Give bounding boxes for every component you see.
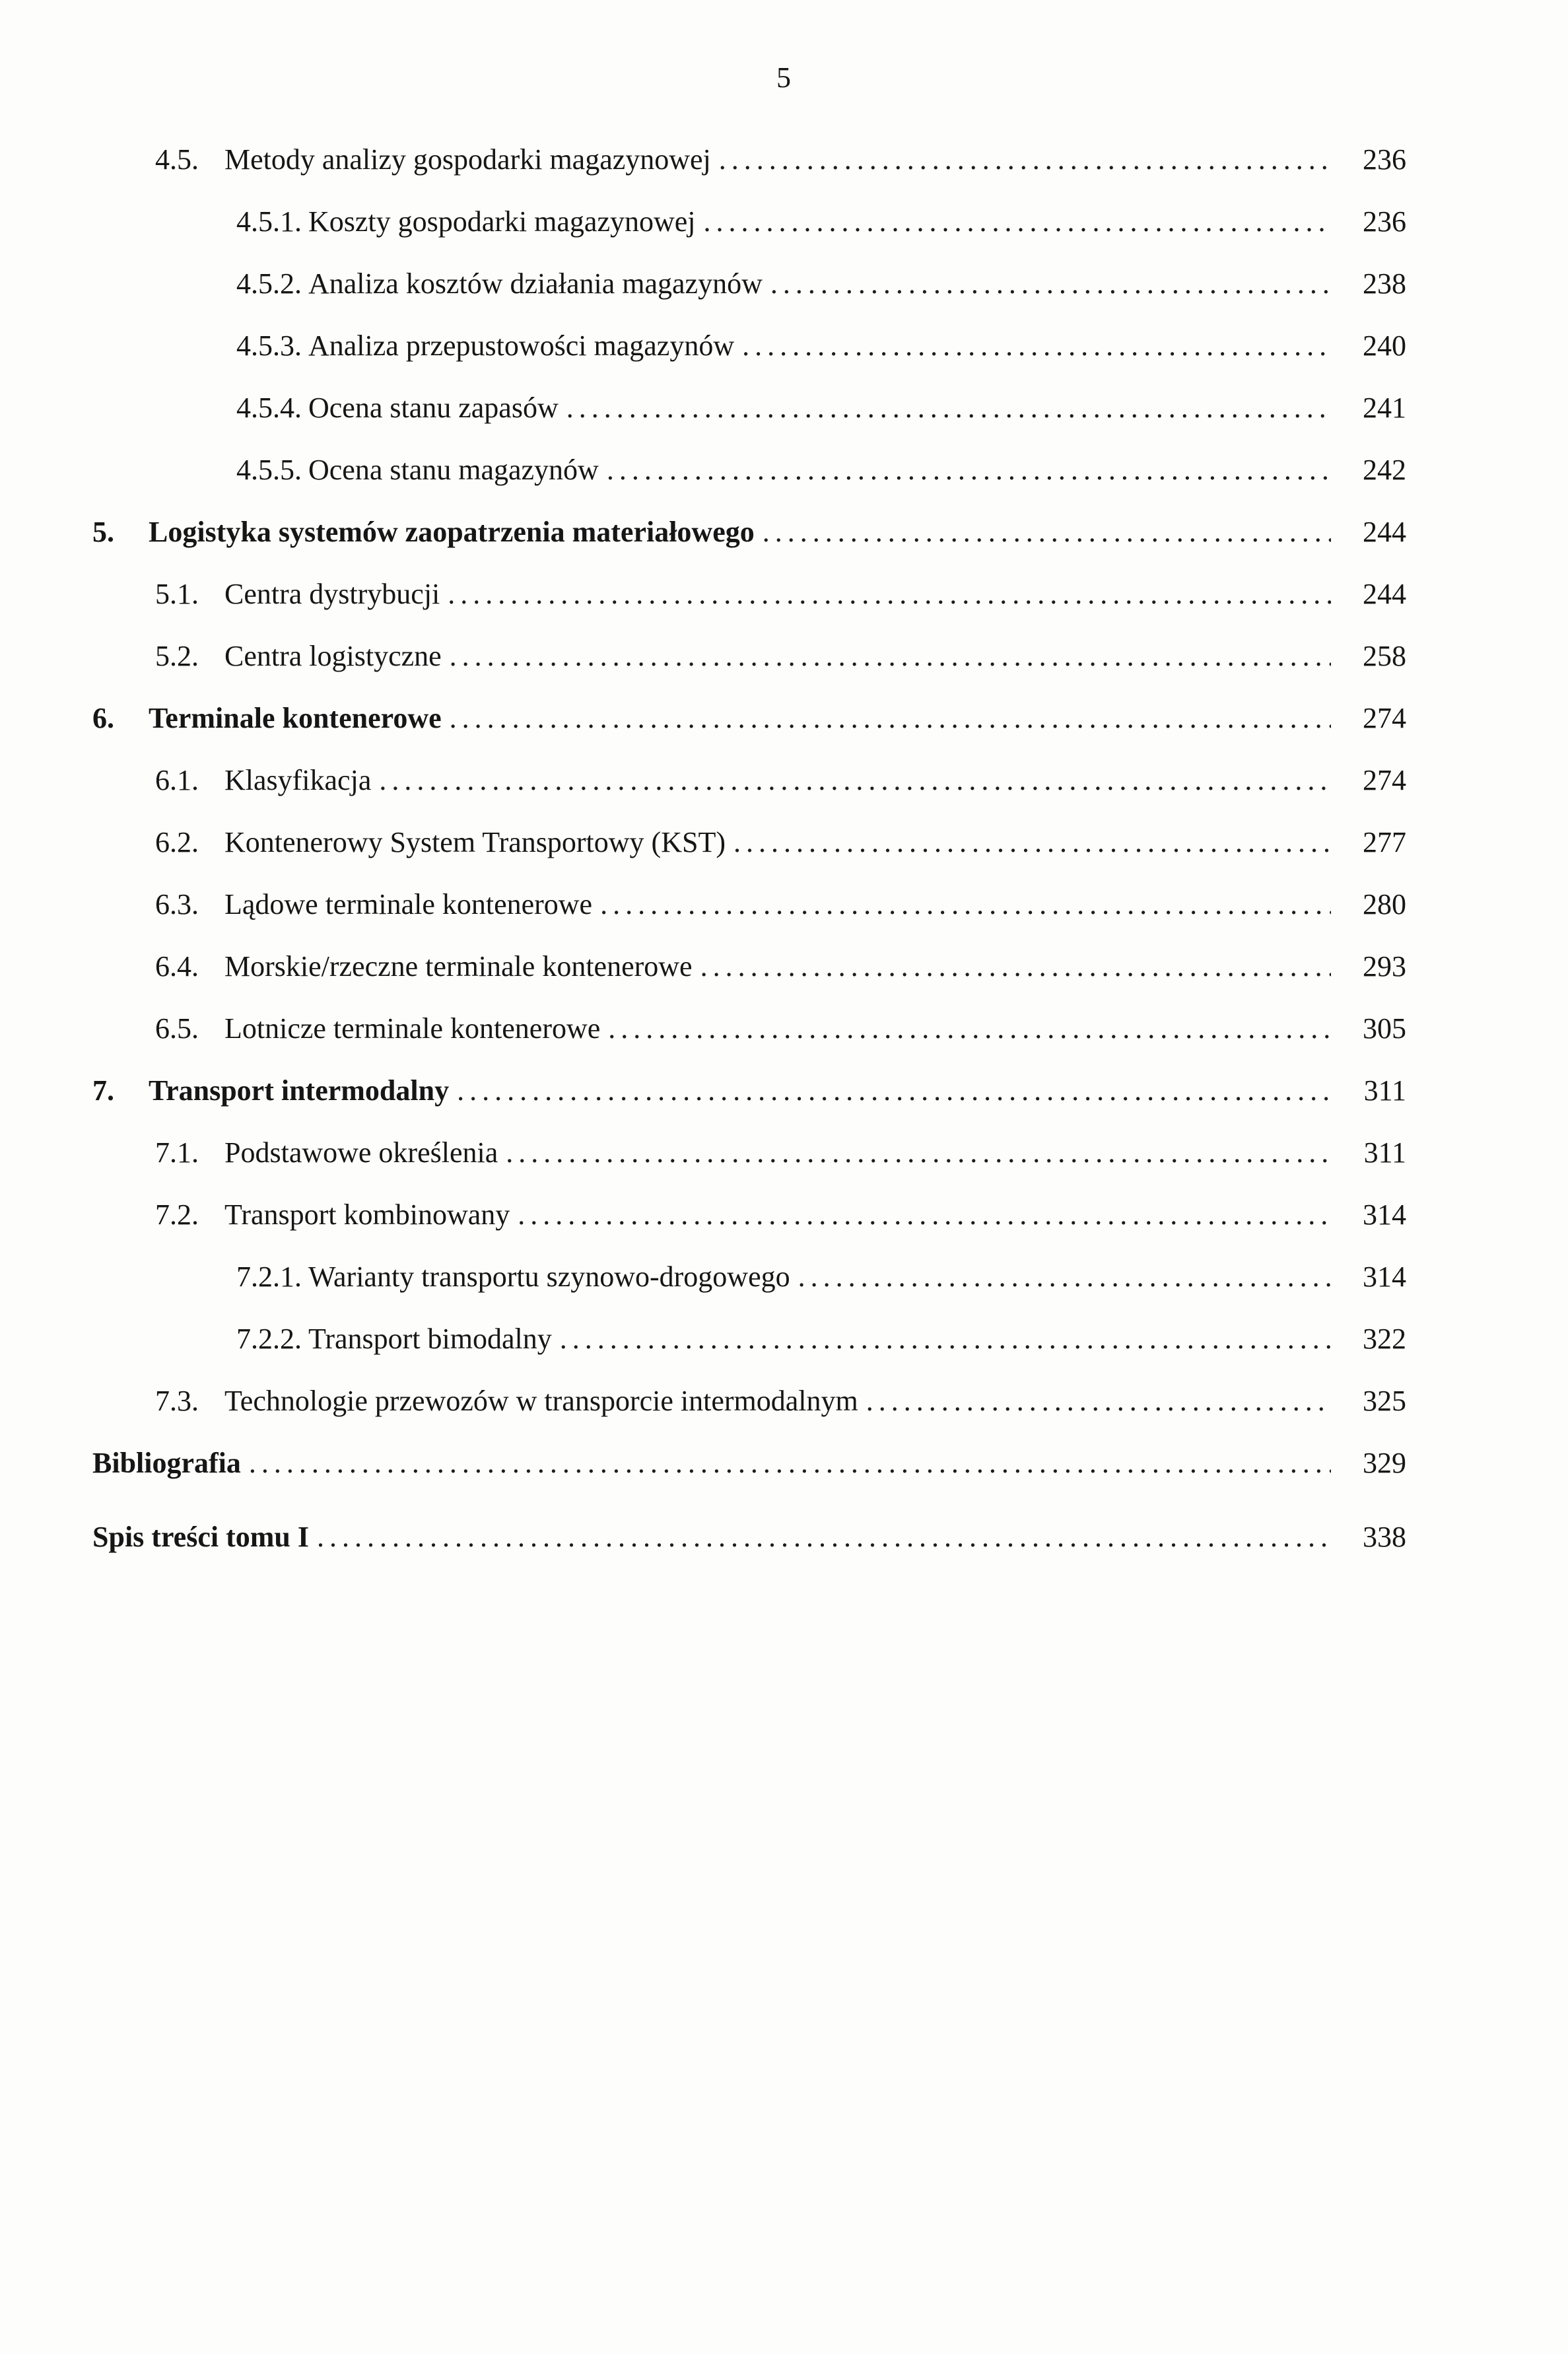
dot-leader [719, 129, 1331, 191]
dot-leader [742, 315, 1331, 377]
toc-entry [0, 439, 1568, 501]
toc-entry-page: 236 [1363, 205, 1406, 238]
dot-leader [770, 253, 1331, 315]
toc-entry-title: Ocena stanu magazynów [308, 454, 599, 486]
toc-entry [0, 874, 1568, 936]
toc-entry-number: 4.5.4. [236, 392, 302, 424]
toc-entry-page: 325 [1363, 1385, 1406, 1417]
toc-entry-page: 338 [1363, 1521, 1406, 1553]
dot-leader [700, 936, 1331, 998]
toc-entry-title: Morskie/rzeczne terminale kontenerowe [224, 950, 693, 983]
toc-entry-number: 6.3. [155, 888, 199, 920]
toc-entry [0, 501, 1568, 563]
toc-entry-title: Ocena stanu zapasów [308, 392, 559, 424]
toc-entry-title: Podstawowe określenia [224, 1136, 498, 1169]
toc-entry [0, 191, 1568, 253]
toc-entry-number: 7.3. [155, 1385, 199, 1417]
toc-entry-number: 7.2. [155, 1198, 199, 1231]
dot-leader [566, 377, 1331, 439]
toc-entry-number: 7.2.1. [236, 1261, 302, 1293]
toc-entry-number: 6.4. [155, 950, 199, 983]
toc-entry-title: Logistyka systemów zaopatrzenia materiałowego [149, 516, 755, 548]
toc-entry-page: 322 [1363, 1323, 1406, 1355]
dot-leader [607, 439, 1331, 501]
toc-entry [0, 1370, 1568, 1432]
toc-entry-title: Metody analizy gospodarki magazynowej [224, 143, 711, 176]
toc-entry-number: 4.5. [155, 143, 199, 176]
toc-entry-number: 4.5.2. [236, 267, 302, 300]
toc-entry-title: Centra dystrybucji [224, 578, 440, 610]
toc-entry-page: 311 [1363, 1074, 1406, 1107]
toc-entry-number: 5. [92, 516, 114, 548]
toc-entry-page: 244 [1363, 516, 1406, 548]
toc-entry-number: 4.5.5. [236, 454, 302, 486]
toc-entry [0, 1184, 1568, 1246]
dot-leader [608, 998, 1331, 1060]
toc-entry-page: 277 [1363, 826, 1406, 858]
toc-entry-number: 6. [92, 702, 114, 734]
toc-entry-title: Kontenerowy System Transportowy (KST) [224, 826, 726, 858]
dot-leader [704, 191, 1331, 253]
dot-leader [379, 749, 1331, 812]
toc-entry-number: 6.5. [155, 1012, 199, 1045]
toc-entry-title: Spis treści tomu I [92, 1521, 309, 1553]
dot-leader [457, 1060, 1331, 1122]
toc-entry-title: Terminale kontenerowe [149, 702, 442, 734]
toc-entry-number: 6.1. [155, 764, 199, 796]
toc-entry-title: Transport bimodalny [308, 1323, 552, 1355]
toc-entry [0, 1246, 1568, 1308]
toc-entry [0, 1122, 1568, 1184]
toc-entry-page: 311 [1363, 1136, 1406, 1169]
toc-entry-page: 293 [1363, 950, 1406, 983]
toc-entry-page: 274 [1363, 702, 1406, 734]
toc-entry-title: Lotnicze terminale kontenerowe [224, 1012, 601, 1045]
toc-entry-page: 241 [1363, 392, 1406, 424]
toc-entry-number: 5.2. [155, 640, 199, 672]
toc-entry [0, 1060, 1568, 1122]
toc-entry-title: Centra logistyczne [224, 640, 442, 672]
dot-leader [249, 1432, 1331, 1494]
toc-entry-title: Lądowe terminale kontenerowe [224, 888, 593, 920]
toc-entry [0, 625, 1568, 687]
toc-entry-number: 7. [92, 1074, 114, 1107]
toc-entry [0, 377, 1568, 439]
dot-leader [733, 812, 1331, 874]
toc-entry-title: Analiza kosztów działania magazynów [308, 267, 763, 300]
toc-entry-title: Transport kombinowany [224, 1198, 510, 1231]
toc-entry [0, 687, 1568, 749]
toc-entry-page: 329 [1363, 1447, 1406, 1479]
toc-entry [0, 998, 1568, 1060]
toc-entry-number: 7.1. [155, 1136, 199, 1169]
toc-entry-page: 240 [1363, 329, 1406, 362]
toc-list [0, 129, 1568, 1568]
toc-entry-page: 242 [1363, 454, 1406, 486]
toc-entry-title: Warianty transportu szynowo-drogowego [308, 1261, 790, 1293]
toc-entry-title: Klasyfikacja [224, 764, 372, 796]
toc-entry [0, 1506, 1568, 1568]
toc-entry-title: Analiza przepustowości magazynów [308, 329, 735, 362]
toc-entry-page: 274 [1363, 764, 1406, 796]
dot-leader [763, 501, 1331, 563]
page-number: 5 [776, 61, 792, 94]
toc-entry-number: 5.1. [155, 578, 199, 610]
toc-entry-title: Technologie przewozów w transporcie intermodalnym [224, 1385, 858, 1417]
dot-leader [450, 625, 1331, 687]
toc-entry-title: Koszty gospodarki magazynowej [308, 205, 696, 238]
dot-leader [560, 1308, 1331, 1370]
toc-entry [0, 129, 1568, 191]
dot-leader [450, 687, 1331, 749]
toc-entry [0, 1308, 1568, 1370]
toc-entry-number: 7.2.2. [236, 1323, 302, 1355]
toc-entry-page: 280 [1363, 888, 1406, 920]
toc-entry-page: 314 [1363, 1261, 1406, 1293]
dot-leader [600, 874, 1331, 936]
toc-entry [0, 253, 1568, 315]
toc-entry-page: 314 [1363, 1198, 1406, 1231]
toc-entry [0, 812, 1568, 874]
toc-entry-number: 4.5.1. [236, 205, 302, 238]
toc-entry [0, 315, 1568, 377]
toc-entry-number: 6.2. [155, 826, 199, 858]
toc-entry-number: 4.5.3. [236, 329, 302, 362]
dot-leader [518, 1184, 1331, 1246]
toc-entry-page: 238 [1363, 267, 1406, 300]
toc-entry-page: 258 [1363, 640, 1406, 672]
toc-entry-title: Transport intermodalny [149, 1074, 450, 1107]
toc-entry-title: Bibliografia [92, 1447, 241, 1479]
dot-leader [506, 1122, 1331, 1184]
toc-entry [0, 563, 1568, 625]
toc-entry-page: 236 [1363, 143, 1406, 176]
toc-entry [0, 749, 1568, 812]
dot-leader [448, 563, 1331, 625]
toc-entry [0, 1432, 1568, 1494]
dot-leader [798, 1246, 1331, 1308]
dot-leader [317, 1506, 1331, 1568]
toc-entry [0, 936, 1568, 998]
toc-entry-page: 244 [1363, 578, 1406, 610]
toc-entry-page: 305 [1363, 1012, 1406, 1045]
dot-leader [866, 1370, 1331, 1432]
